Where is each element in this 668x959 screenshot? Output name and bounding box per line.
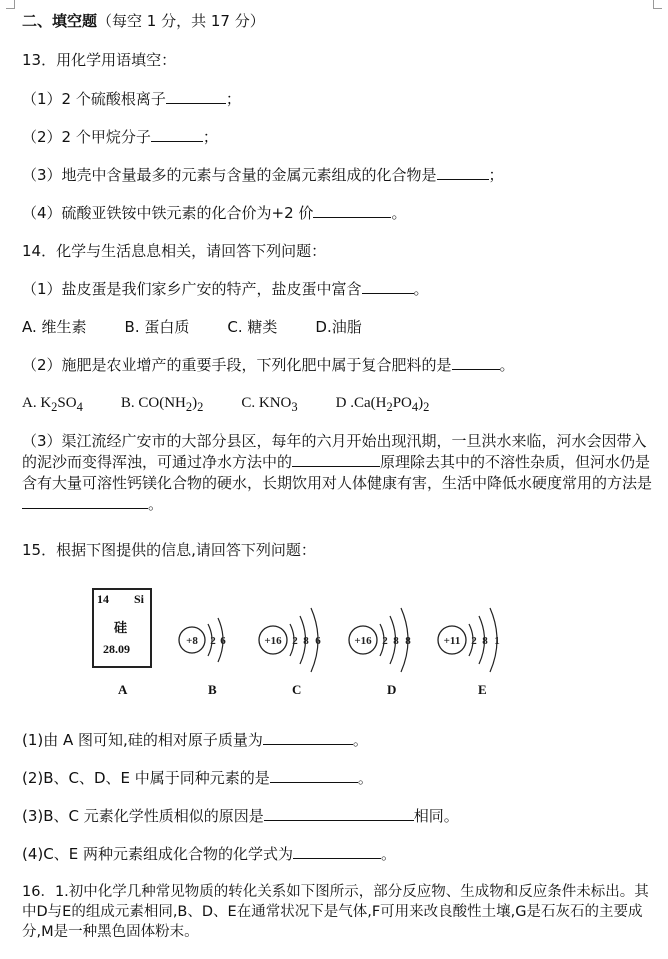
- answer-blank[interactable]: [452, 355, 500, 370]
- q14-part-1-options: [22, 317, 400, 337]
- q13-item-2-tail: ；: [202, 128, 218, 146]
- q15-item-2-label: (2)B、C、D、E 中属于同种元素的是: [22, 769, 270, 787]
- answer-blank[interactable]: [293, 844, 381, 859]
- answer-blank[interactable]: [437, 165, 489, 180]
- q16-text: [22, 882, 652, 942]
- shell-c-1: 2: [292, 635, 298, 647]
- option-d: D $.Ca(H_2PO_4)_2$: [335, 395, 430, 414]
- shell-c-3: 6: [315, 635, 321, 647]
- q16-body: 16．1.初中化学几种常见物质的转化关系如下图所示，部分反应物、生成物和反应条件未标出。其中D与E的组成元素相同,B、D、E在通常状况下是气体,F可用来改良酸性土壤,G是石灰石的主要成分,M是一种黑色固体粉末。: [22, 884, 649, 940]
- q14-part-1: [22, 279, 429, 299]
- q15-item-3-label: (3)B、C 元素化学性质相似的原因是: [22, 807, 264, 825]
- q14-part-1-tail: 。: [413, 280, 429, 298]
- answer-blank[interactable]: [263, 730, 353, 745]
- answer-blank[interactable]: [270, 768, 358, 783]
- q13-stem: [22, 50, 176, 70]
- q14-part-2-tail: 。: [499, 356, 515, 374]
- nucleus-d-charge: +16: [354, 635, 372, 647]
- q13-item-4: [22, 203, 406, 223]
- atom-c-diagram: [259, 608, 321, 672]
- answer-blank[interactable]: [292, 452, 380, 467]
- q15-item-4: [22, 844, 396, 864]
- q13-item-1-label: （1）2 个硫酸根离子: [22, 90, 166, 108]
- q15-stem: [22, 540, 316, 560]
- element-name: 硅: [114, 620, 128, 635]
- corner-mark-right: [653, 0, 662, 9]
- atomic-structure-figure: [90, 582, 515, 702]
- atom-e-diagram: [438, 608, 500, 672]
- q14-stem: [22, 241, 326, 261]
- q15-item-4-tail: 。: [380, 845, 396, 863]
- atom-d-diagram: [349, 608, 411, 672]
- answer-blank[interactable]: [22, 494, 148, 509]
- atom-b-diagram: [179, 618, 226, 662]
- q13-item-2: [22, 127, 218, 147]
- option-d: D.油脂: [315, 318, 362, 336]
- shell-b-2: 6: [220, 635, 226, 647]
- q15-item-1-tail: 。: [352, 731, 368, 749]
- answer-blank[interactable]: [151, 127, 203, 142]
- q13-item-3-label: （3）地壳中含量最多的元素与含量的金属元素组成的化合物是: [22, 166, 437, 184]
- option-a: A. 维生素: [22, 318, 87, 336]
- nucleus-e-charge: +11: [443, 635, 461, 647]
- shell-b-1: 2: [210, 635, 216, 647]
- q14-part-3-text-2: 原理除去其中的不溶性杂质，但河水仍是含有大量可溶性钙镁化合物的硬水，长期饮用对人体健康有害，生活中降低水硬度常用的方法是: [22, 453, 653, 492]
- option-c: C. 糖类: [227, 318, 278, 336]
- answer-blank[interactable]: [362, 279, 414, 294]
- figure-label-c: C: [292, 682, 302, 697]
- q15-item-3-tail: 相同。: [413, 807, 459, 825]
- figure-label-a: A: [118, 682, 128, 697]
- q13-stem-text: 13．用化学用语填空：: [22, 51, 177, 69]
- shell-d-1: 2: [382, 635, 388, 647]
- option-b: B. 蛋白质: [124, 318, 190, 336]
- q13-item-3: [22, 165, 504, 185]
- q14-part-2-options: [22, 393, 429, 417]
- corner-mark-left: [6, 0, 15, 9]
- q13-item-2-label: （2）2 个甲烷分子: [22, 128, 151, 146]
- q14-part-3-tail: 。: [148, 495, 164, 513]
- q15-item-4-label: (4)C、E 两种元素组成化合物的化学式为: [22, 845, 293, 863]
- shell-e-1: 2: [471, 635, 477, 647]
- figure-label-e: E: [478, 682, 487, 697]
- section-header: [22, 11, 265, 31]
- shell-d-2: 8: [393, 635, 399, 647]
- option-c: C. $KNO_3$: [241, 395, 298, 414]
- q13-item-4-label: （4）硫酸亚铁铵中铁元素的化合价为+2 价: [22, 204, 314, 222]
- atom-diagrams: [90, 582, 515, 682]
- q15-item-3: [22, 806, 459, 826]
- nucleus-b-charge: +8: [186, 635, 198, 647]
- q15-stem-text: 15．根据下图提供的信息,请回答下列问题：: [22, 541, 316, 559]
- q13-item-1-tail: ；: [225, 90, 241, 108]
- figure-label-b: B: [208, 682, 217, 697]
- q13-item-3-tail: ；: [488, 166, 504, 184]
- answer-blank[interactable]: [313, 203, 391, 218]
- q15-item-2: [22, 768, 373, 788]
- q15-item-1-label: (1)由 A 图可知,硅的相对原子质量为: [22, 731, 263, 749]
- option-a: A. $K_2SO_4$: [22, 395, 83, 414]
- element-symbol: Si: [134, 592, 145, 606]
- section-title: 二、填空题: [22, 12, 98, 30]
- q15-item-1: [22, 730, 368, 750]
- atomic-mass: 28.09: [103, 642, 130, 656]
- q14-stem-text: 14．化学与生活息息相关，请回答下列问题：: [22, 242, 327, 260]
- shell-e-3: 1: [494, 635, 500, 647]
- q14-part-1-label: （1）盐皮蛋是我们家乡广安的特产，盐皮蛋中富含: [22, 280, 362, 298]
- nucleus-c-charge: +16: [264, 635, 282, 647]
- q15-item-2-tail: 。: [357, 769, 373, 787]
- q13-item-4-tail: 。: [391, 204, 407, 222]
- answer-blank[interactable]: [264, 806, 414, 821]
- q13-item-1: [22, 89, 241, 109]
- section-note: （每空 1 分，共 17 分）: [97, 12, 265, 30]
- q14-part-2: [22, 355, 515, 375]
- q14-part-3-text-1: （3）渠江流经广安市的大部分县区，每年的六月开始出现汛期，一旦洪水来临，河水会因带入的泥沙而变得浑浊，可通过净水方法中的: [22, 432, 647, 471]
- answer-blank[interactable]: [166, 89, 226, 104]
- shell-d-3: 8: [405, 635, 411, 647]
- shell-c-2: 8: [303, 635, 309, 647]
- figure-label-d: D: [387, 682, 397, 697]
- shell-e-2: 8: [482, 635, 488, 647]
- q14-part-2-label: （2）施肥是农业增产的重要手段，下列化肥中属于复合肥料的是: [22, 356, 452, 374]
- q14-part-3: [22, 431, 652, 515]
- option-b: B. $CO(NH_2)_2$: [120, 395, 204, 414]
- atomic-number: 14: [97, 592, 109, 606]
